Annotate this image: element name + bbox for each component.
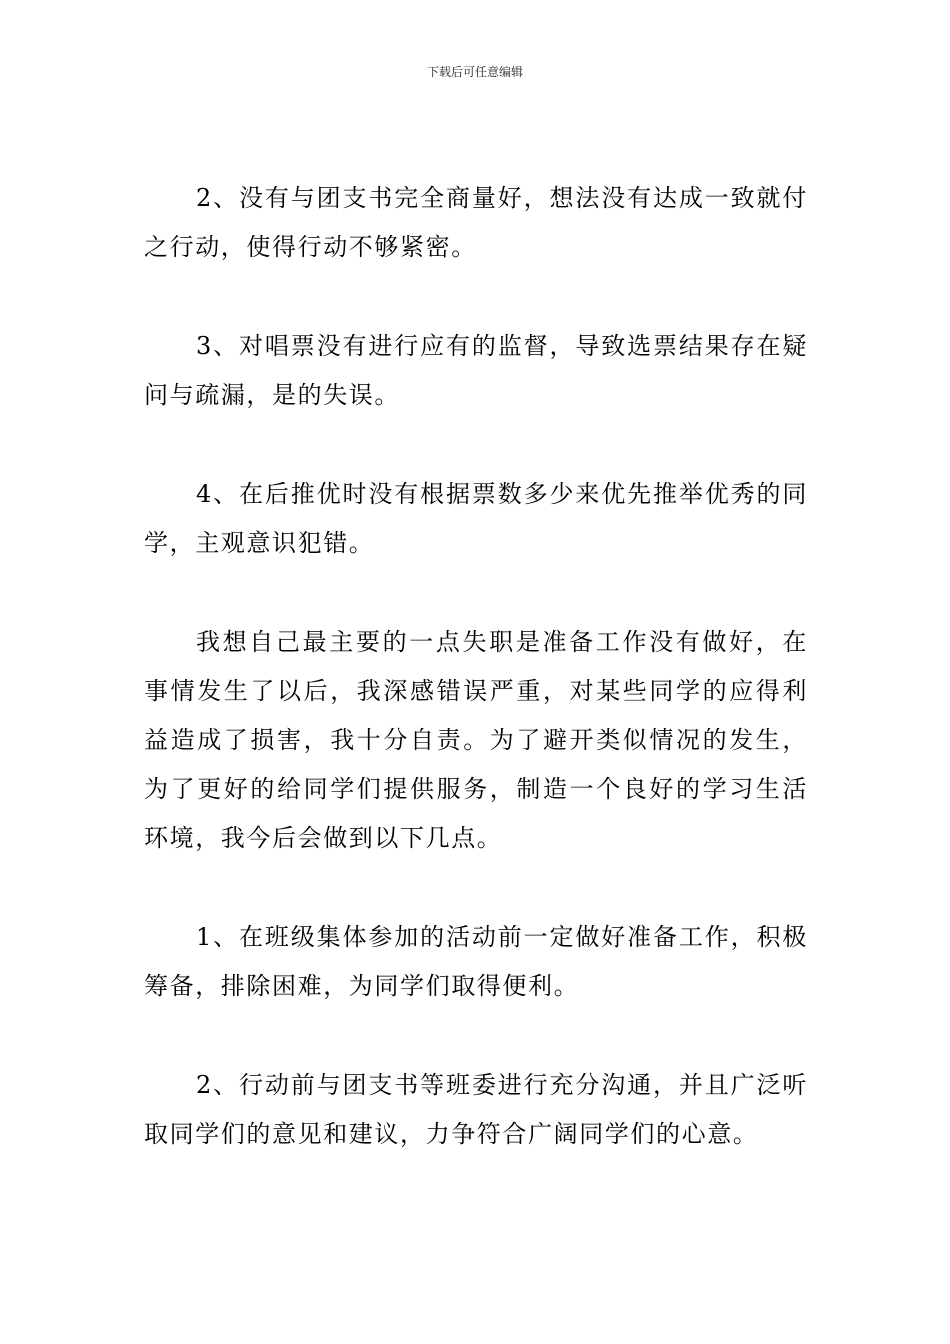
paragraph-plan-1: 1、在班级集体参加的活动前一定做好准备工作，积极筹备，排除困难，为同学们取得便利。 bbox=[144, 923, 808, 1000]
paragraph-point-3: 3、对唱票没有进行应有的监督，导致选票结果存在疑问与疏漏，是的失误。 bbox=[144, 332, 808, 409]
document-body bbox=[144, 174, 808, 1209]
paragraph-reflection: 我想自己最主要的一点失职是准备工作没有做好，在事情发生了以后，我深感错误严重，对某些同学的应得利益造成了损害，我十分自责。为了避开类似情况的发生，为了更好的给同学们提供服务，制造一个良好的学习生活环境，我今后会做到以下几点。 bbox=[144, 628, 808, 852]
paragraph-plan-2: 2、行动前与团支书等班委进行充分沟通，并且广泛听取同学们的意见和建议，力争符合广阔同学们的心意。 bbox=[144, 1071, 808, 1148]
paragraph-point-2: 2、没有与团支书完全商量好，想法没有达成一致就付之行动，使得行动不够紧密。 bbox=[144, 184, 808, 261]
page-header: 下载后可任意编辑 bbox=[426, 65, 523, 79]
paragraph-point-4: 4、在后推优时没有根据票数多少来优先推举优秀的同学，主观意识犯错。 bbox=[144, 480, 808, 557]
